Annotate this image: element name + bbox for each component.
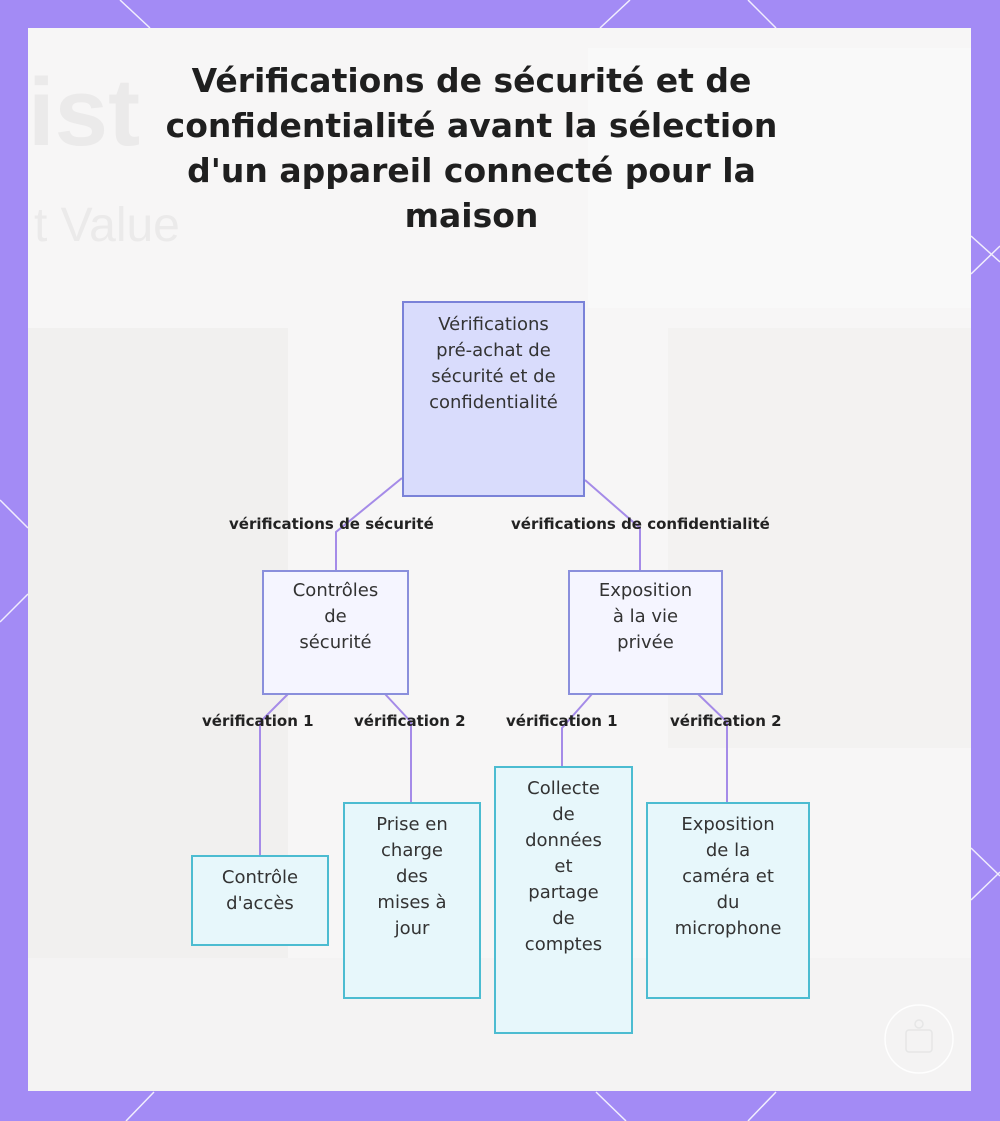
edge-label-privacy-checks: vérifications de confidentialité <box>511 515 770 533</box>
node-privacy-exposure <box>568 570 723 695</box>
edge-label-privacy-check-2: vérification 2 <box>670 712 782 730</box>
edge-security-updates <box>385 694 411 803</box>
node-camera-label: Exposition de la caméra et du microphone <box>674 814 782 939</box>
edge-label-security-check-1: vérification 1 <box>202 712 314 730</box>
node-root <box>402 301 585 497</box>
edge-privacy-camera <box>698 694 727 803</box>
node-data-collection <box>494 766 633 1034</box>
background-ghost-text: t Value <box>34 199 180 252</box>
edge-label-security-check-2: vérification 2 <box>354 712 466 730</box>
node-root-label: Vérifications pré-achat de sécurité et de confidentialité <box>429 314 558 413</box>
edge-label-privacy-check-1: vérification 1 <box>506 712 618 730</box>
node-access-label: Contrôle d'accès <box>221 867 299 914</box>
node-camera-exposure <box>646 802 810 999</box>
node-data-label: Collecte de données et partage de comptes <box>524 778 603 955</box>
background-ghost-text: ist <box>28 59 141 166</box>
edge-privacy-data <box>562 694 592 767</box>
node-update-support <box>343 802 481 999</box>
watermark-badge-icon <box>882 1002 956 1076</box>
node-access-control <box>191 855 329 946</box>
node-privacy-label: Exposition à la vie privée <box>598 580 693 653</box>
edge-label-security-checks: vérifications de sécurité <box>229 515 434 533</box>
node-security-controls <box>262 570 409 695</box>
node-updates-label: Prise en charge des mises à jour <box>376 814 448 939</box>
diagram-title: Vérifications de sécurité et de confidentialité avant la sélection d'un appareil connecté pour la maison <box>165 61 778 235</box>
node-security-label: Contrôles de sécurité <box>292 580 379 653</box>
